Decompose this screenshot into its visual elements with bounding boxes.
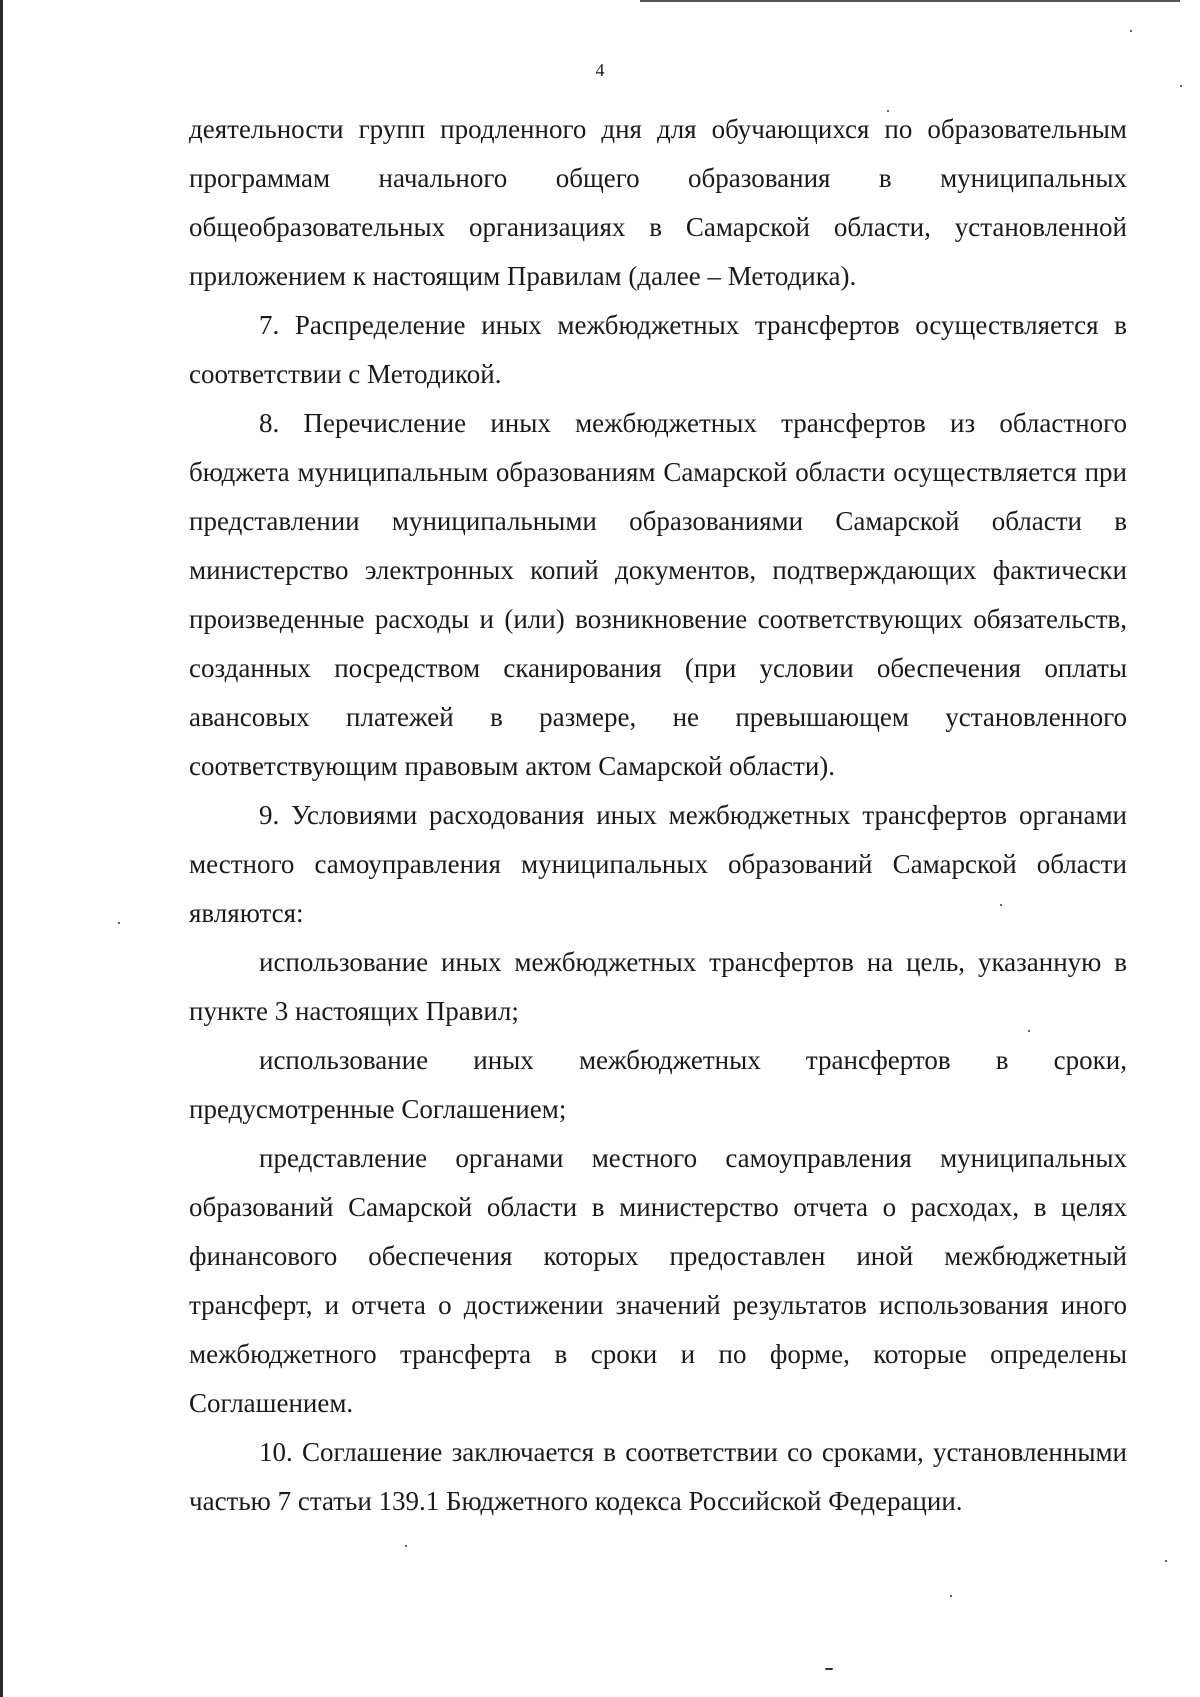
scan-speck: [1180, 85, 1182, 87]
paragraph-7: 7. Распределение иных межбюджетных трансфертов осуществляется в соответствии с Методикой.: [189, 310, 1127, 389]
document-body: [189, 105, 1127, 1526]
paragraph-8: 8. Перечисление иных межбюджетных трансфертов из областного бюджета муниципальным образованиям Самарской области осуществляется при представлении муниципальными образованиями Самарской области в министерство электронных копий документов, подтверждающих фактически произведенные расходы и (или) возникновение соответствующих обязательств, созданных посредством сканирования (при условии обеспечения оплаты авансовых платежей в размере, не превышающем установленного соответствующим правовым актом Самарской области).: [189, 408, 1127, 781]
paragraph-9-condition-2: использование иных межбюджетных трансфертов в сроки, предусмотренные Соглашением;: [189, 1045, 1127, 1124]
scan-speck: [1000, 904, 1002, 906]
scan-speck: [1028, 1030, 1030, 1032]
scan-edge-left: [0, 0, 3, 1697]
paragraph-intro-continuation: деятельности групп продленного дня для обучающихся по образовательным программам начального общего образования в муниципальных общеобразовательных организациях в Самарской области, установленной приложением к настоящим Правилам (далее – Методика).: [189, 114, 1127, 291]
scan-edge-top: [640, 0, 1180, 2]
paragraph-10: 10. Соглашение заключается в соответствии со сроками, установленными частью 7 статьи 139.1 Бюджетного кодекса Российской Федерации.: [189, 1437, 1127, 1516]
scan-speck: [1165, 1560, 1167, 1562]
paragraph-9: 9. Условиями расходования иных межбюджетных трансфертов органами местного самоуправления муниципальных образований Самарской области являются:: [189, 800, 1127, 928]
scan-speck: [887, 110, 889, 112]
scan-speck: [950, 1595, 952, 1597]
paragraph-9-condition-1: использование иных межбюджетных трансфертов на цель, указанную в пункте 3 настоящих Правил;: [189, 947, 1127, 1026]
paragraph-9-condition-3: представление органами местного самоуправления муниципальных образований Самарской области в министерство отчета о расходах, в целях финансового обеспечения которых предоставлен иной межбюджетный трансферт, и отчета о достижении значений результатов использования иного межбюджетного трансферта в сроки и по форме, которые определены Соглашением.: [189, 1143, 1127, 1418]
scan-speck: [825, 1668, 833, 1670]
scan-speck: [118, 922, 120, 924]
page-number: 4: [595, 60, 605, 80]
scan-speck: [405, 1545, 407, 1547]
scan-speck: [1130, 30, 1132, 32]
